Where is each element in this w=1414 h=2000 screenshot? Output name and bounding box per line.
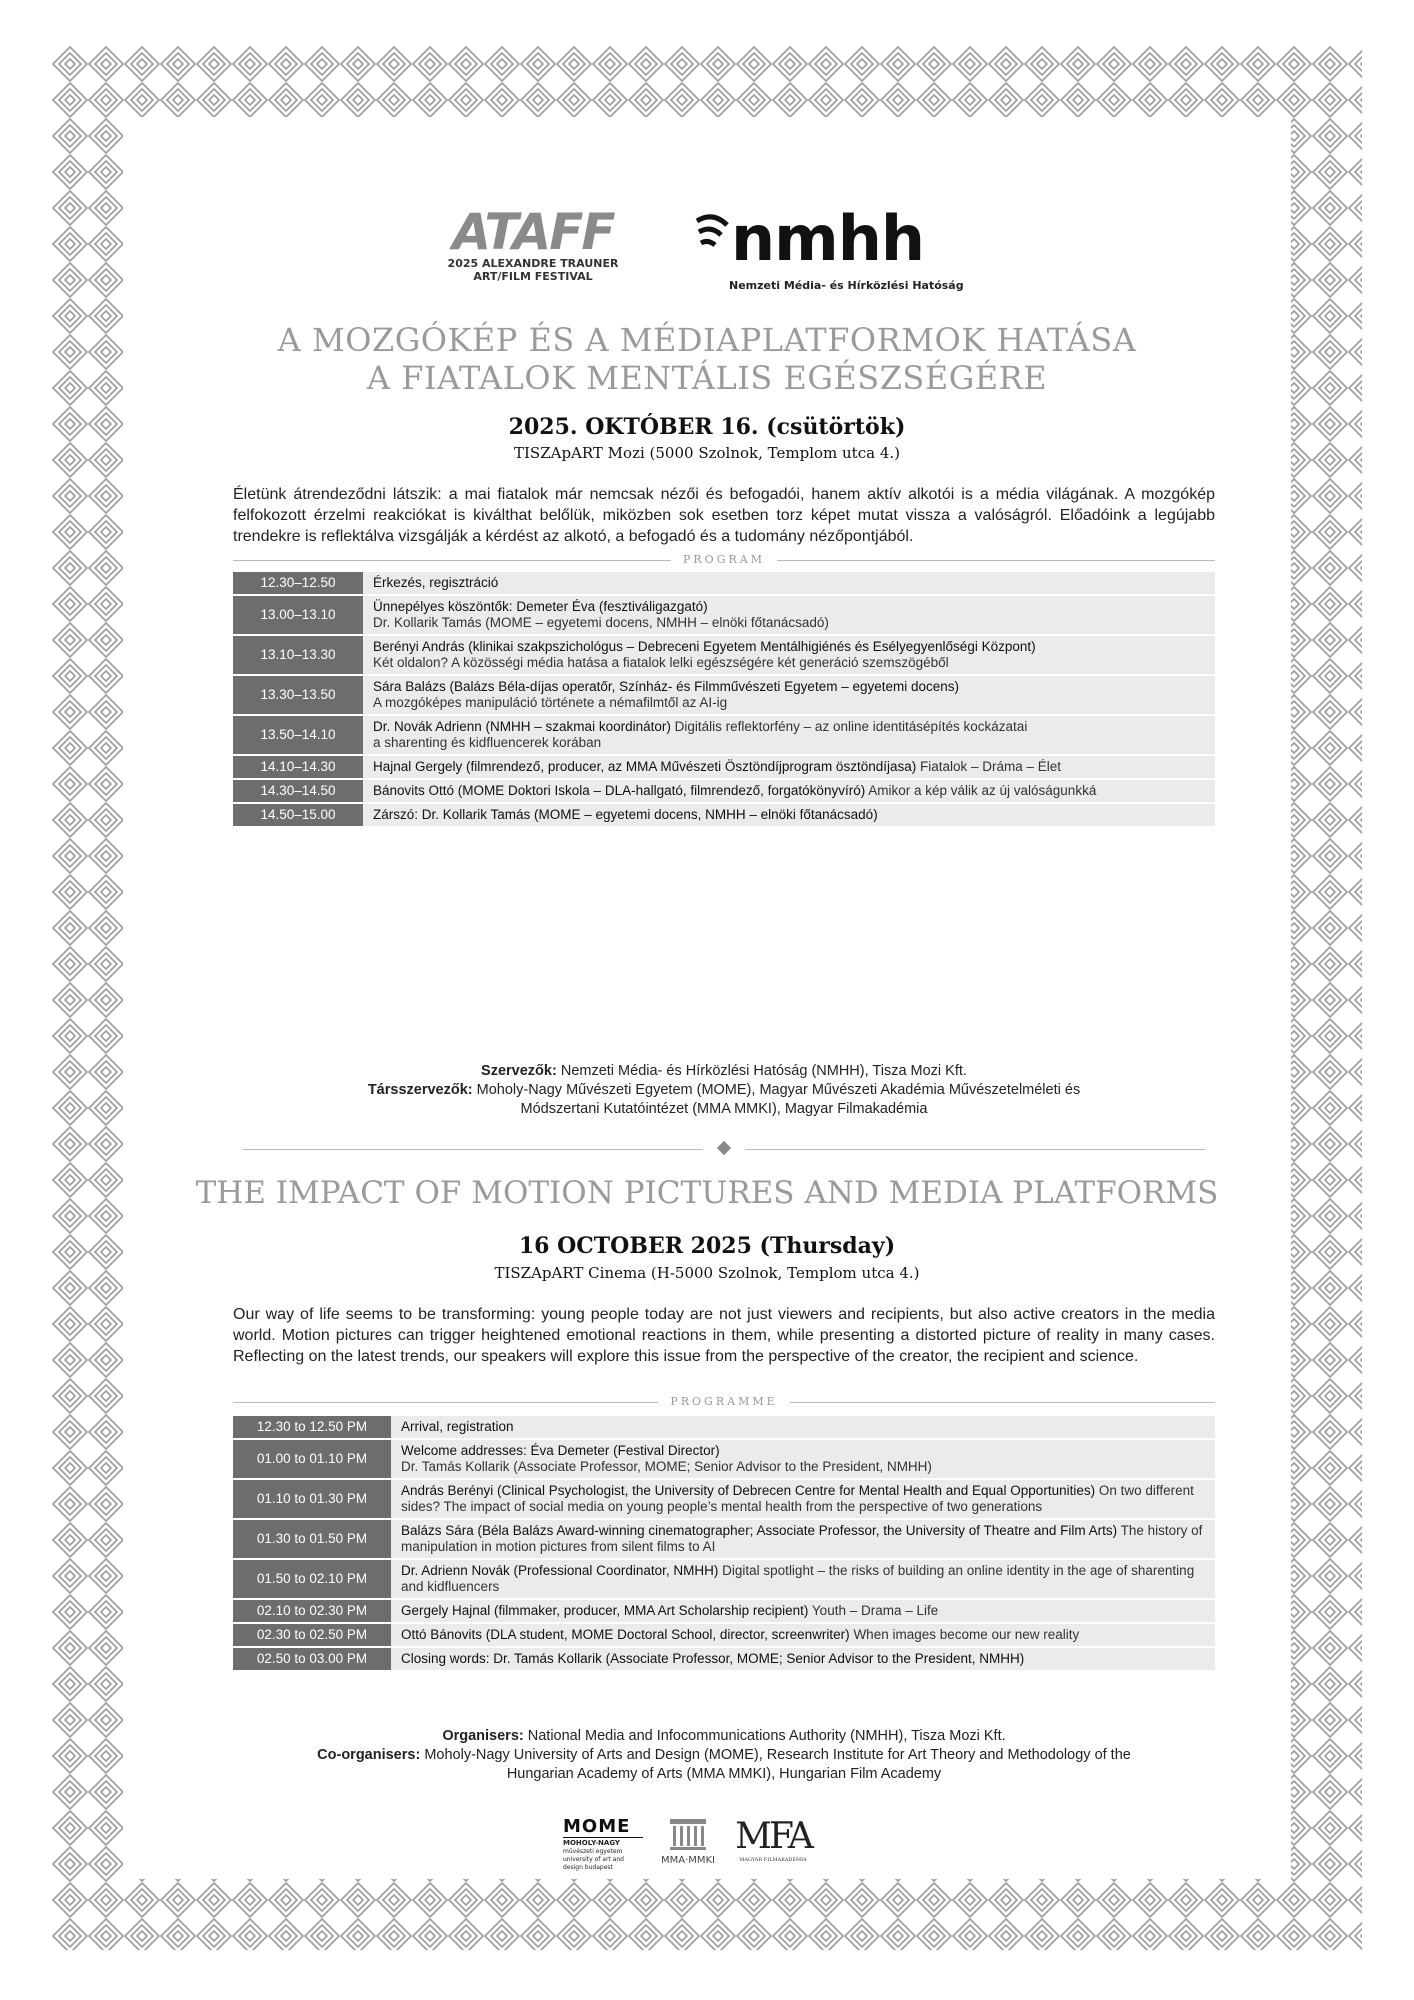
nmhh-logo-subtitle: Nemzeti Média- és Hírközlési Hatóság	[729, 279, 964, 292]
session-cell	[363, 635, 1215, 675]
session-detail: A mozgóképes manipuláció története a némafilmtől az AI-ig	[373, 695, 728, 710]
en-intro: Our way of life seems to be transforming: young people today are not just viewers and recipients, but also active creators in the media world. Motion pictures can trigger heightened emotional reactions in them, while presenting a distorted picture of reality in many cases. Reflecting on the latest trends, our speakers will explore this issue from the perspective of the creator, the recipient and science.	[233, 1306, 1215, 1365]
en-program-table	[233, 1416, 1215, 1672]
session-speaker: Hajnal Gergely (filmrendező, producer, az MMA Művészeti Ösztöndíjprogram ösztöndíjasa)	[373, 759, 917, 774]
session-cell	[363, 803, 1215, 827]
session-cell	[391, 1559, 1215, 1599]
time-cell: 14.50–15.00	[233, 803, 363, 827]
page-frame	[52, 46, 1362, 1950]
table-row	[233, 1623, 1215, 1647]
en-date: 16 OCTOBER 2025 (Thursday)	[518, 1233, 896, 1259]
en-org-text: National Media and Infocommunications Authority (NMHH), Tisza Mozi Kft.	[527, 1728, 1006, 1744]
nmhh-logo-word: nmhh	[731, 202, 925, 275]
table-row	[233, 779, 1215, 803]
mome-logo	[563, 1817, 643, 1872]
session-detail: Dr. Tamás Kollarik (Associate Professor, MOME; Senior Advisor to the President, NMHH)	[401, 1459, 932, 1474]
mmki-building-icon	[668, 1817, 708, 1851]
table-row	[233, 1479, 1215, 1519]
bottom-logos	[123, 1817, 1291, 1897]
mfa-logo	[733, 1817, 813, 1863]
session-speaker: Welcome addresses: Éva Demeter (Festival Director)	[401, 1443, 720, 1458]
session-detail: Két oldalon? A közösségi média hatása a fiatalok lelki egészségére két generáció szemszögéből	[373, 655, 949, 670]
session-speaker: András Berényi (Clinical Psychologist, the University of Debrecen Centre for Mental Health and Equal Opportunities)	[401, 1483, 1096, 1498]
hu-org-text: Nemzeti Média- és Hírközlési Hatóság (NMHH), Tisza Mozi Kft.	[560, 1063, 967, 1079]
nmhh-signal-icon	[693, 207, 733, 257]
hu-program-divider	[233, 552, 1215, 568]
time-cell: 13.00–13.10	[233, 595, 363, 635]
table-row	[233, 635, 1215, 675]
session-speaker: Ünnepélyes köszöntők: Demeter Éva (fesztiváligazgató)	[373, 599, 708, 614]
en-program-divider	[233, 1394, 1215, 1410]
session-cell	[391, 1416, 1215, 1439]
session-cell	[391, 1439, 1215, 1479]
time-cell: 01.50 to 02.10 PM	[233, 1559, 391, 1599]
hu-coorg-text2: Módszertani Kutatóintézet (MMA MMKI), Magyar Filmakadémia	[520, 1101, 928, 1117]
hu-date: 2025. OKTÓBER 16. (csütörtök)	[508, 414, 906, 440]
table-row	[233, 755, 1215, 779]
time-cell: 13.30–13.50	[233, 675, 363, 715]
time-cell: 13.10–13.30	[233, 635, 363, 675]
session-cell	[391, 1599, 1215, 1623]
session-speaker: Bánovits Ottó (MOME Doktori Iskola – DLA-hallgató, filmrendező, forgatókönyvíró)	[373, 783, 866, 798]
session-cell	[391, 1479, 1215, 1519]
time-cell: 14.30–14.50	[233, 779, 363, 803]
session-speaker: Berényi András (klinikai szakpszichológus – Debreceni Egyetem Mentálhigiénés és Esélyegyenlőségi Központ)	[373, 639, 1036, 654]
mfa-logo-word: MFA	[735, 1816, 811, 1857]
time-cell: 01.10 to 01.30 PM	[233, 1479, 391, 1519]
time-cell: 14.10–14.30	[233, 755, 363, 779]
en-coorg-label: Co-organisers:	[317, 1747, 421, 1763]
mome-logo-line4: design budapest	[563, 1864, 613, 1871]
en-program-label: PROGRAMME	[658, 1395, 789, 1408]
en-org-label: Organisers:	[442, 1728, 524, 1744]
session-topic: Fiatalok – Dráma – Élet	[920, 759, 1062, 774]
session-topic: Digitális reflektorfény – az online identitásépítés kockázatai	[674, 719, 1028, 734]
session-cell	[363, 572, 1215, 595]
session-topic: Amikor a kép válik az új valóságunkká	[868, 783, 1097, 798]
session-cell	[363, 675, 1215, 715]
session-cell	[363, 755, 1215, 779]
table-row	[233, 595, 1215, 635]
table-row	[233, 1416, 1215, 1439]
mmki-logo-text: MMA·MMKI	[660, 1855, 716, 1866]
session-speaker: Ottó Bánovits (DLA student, MOME Doctoral School, director, screenwriter)	[401, 1627, 850, 1642]
content-panel	[123, 117, 1291, 1879]
mome-logo-line3: university of art and	[563, 1856, 624, 1863]
mome-logo-word: MOME	[563, 1816, 631, 1837]
session-cell	[391, 1623, 1215, 1647]
en-venue: TISZApART Cinema (H-5000 Szolnok, Templom utca 4.)	[494, 1264, 920, 1282]
session-detail: a sharenting és kidfluencerek korában	[373, 735, 602, 750]
time-cell: 13.50–14.10	[233, 715, 363, 755]
session-cell	[363, 595, 1215, 635]
table-row	[233, 1647, 1215, 1671]
session-speaker: Closing words: Dr. Tamás Kollarik (Associate Professor, MOME; Senior Advisor to the President, NMHH)	[401, 1651, 1025, 1666]
session-speaker: Dr. Adrienn Novák (Professional Coordinator, NMHH)	[401, 1563, 719, 1578]
time-cell: 02.10 to 02.30 PM	[233, 1599, 391, 1623]
session-speaker: Dr. Novák Adrienn (NMHH – szakmai koordinátor)	[373, 719, 671, 734]
session-cell	[363, 715, 1215, 755]
hu-title	[123, 321, 1291, 397]
table-row	[233, 715, 1215, 755]
time-cell: 12.30–12.50	[233, 572, 363, 595]
session-speaker: Sára Balázs (Balázs Béla-díjas operatőr, Színház- és Filmművészeti Egyetem – egyetemi docens)	[373, 679, 960, 694]
table-row	[233, 1559, 1215, 1599]
ataff-logo-word: ATAFF	[452, 203, 614, 261]
session-topic: Digital spotlight – the risks of building an online identity in the age of sharenting and kidfluencers	[401, 1563, 1195, 1594]
mome-logo-line1: MOHOLY-NAGY	[563, 1837, 643, 1848]
session-topic: The history of manipulation in motion pictures from silent films to AI	[401, 1523, 1203, 1554]
ataff-logo-line2: ART/FILM FESTIVAL	[473, 270, 593, 283]
session-topic: Youth – Drama – Life	[811, 1603, 939, 1618]
mfa-logo-subtitle: MAGYAR FILMAKADÉMIA	[739, 1857, 807, 1863]
top-logos	[123, 202, 1291, 317]
ataff-logo-line1: 2025 ALEXANDRE TRAUNER	[447, 257, 619, 270]
section-separator	[233, 1141, 1215, 1157]
session-cell	[363, 779, 1215, 803]
time-cell: 12.30 to 12.50 PM	[233, 1416, 391, 1439]
session-speaker: Gergely Hajnal (filmmaker, producer, MMA Art Scholarship recipient)	[401, 1603, 809, 1618]
hu-coorg-label: Társszervezők:	[367, 1082, 473, 1098]
hu-title-line1: A MOZGÓKÉP ÉS A MÉDIAPLATFORMOK HATÁSA	[277, 321, 1137, 359]
session-detail: Dr. Kollarik Tamás (MOME – egyetemi docens, NMHH – elnöki főtanácsadó)	[373, 615, 829, 630]
hu-program-label: PROGRAM	[671, 553, 777, 566]
en-title: THE IMPACT OF MOTION PICTURES AND MEDIA PLATFORMS	[195, 1175, 1219, 1211]
en-organisers	[233, 1727, 1215, 1784]
session-speaker: Balázs Sára (Béla Balázs Award-winning cinematographer; Associate Professor, the University of Theatre and Film Arts)	[401, 1523, 1118, 1538]
hu-venue: TISZApART Mozi (5000 Szolnok, Templom utca 4.)	[513, 444, 900, 462]
session-topic: On two different sides? The impact of social media on young people’s mental health from the perspective of two generations	[401, 1483, 1194, 1514]
session-cell	[391, 1647, 1215, 1671]
time-cell: 02.50 to 03.00 PM	[233, 1647, 391, 1671]
session-speaker: Arrival, registration	[401, 1419, 514, 1434]
hu-org-label: Szervezők:	[481, 1063, 557, 1079]
hu-coorg-text: Moholy-Nagy Művészeti Egyetem (MOME), Magyar Művészeti Akadémia Művészetelméleti és	[476, 1082, 1081, 1098]
en-coorg-text2: Hungarian Academy of Arts (MMA MMKI), Hungarian Film Academy	[506, 1766, 942, 1782]
ataff-logo	[443, 203, 623, 283]
session-speaker: Érkezés, regisztráció	[373, 575, 499, 590]
table-row	[233, 1599, 1215, 1623]
hu-title-line2: A FIATALOK MENTÁLIS EGÉSZSÉGÉRE	[366, 359, 1048, 397]
en-coorg-text: Moholy-Nagy University of Arts and Design (MOME), Research Institute for Art Theory and Methodology of the	[424, 1747, 1131, 1763]
hu-program-table	[233, 572, 1215, 828]
mome-logo-line2: művészeti egyetem	[563, 1848, 623, 1855]
separator-diamond-icon	[717, 1141, 731, 1155]
time-cell: 02.30 to 02.50 PM	[233, 1623, 391, 1647]
session-speaker: Zárszó: Dr. Kollarik Tamás (MOME – egyetemi docens, NMHH – elnöki főtanácsadó)	[373, 807, 878, 822]
table-row	[233, 1439, 1215, 1479]
table-row	[233, 803, 1215, 827]
table-row	[233, 1519, 1215, 1559]
hu-intro: Életünk átrendeződni látszik: a mai fiatalok már nemcsak nézői és befogadói, hanem aktív alkotói is a média világának. A mozgókép felfokozott érzelmi reakciókat is kiválthat belőlük, miközben sok esetben torz képet mutat vissza a valóságról. Előadóink a legújabb trendekre is reflektálva vizsgálják a kérdést az alkotó, a befogadó és a tudomány nézőpontjából.	[233, 486, 1215, 545]
mmki-logo	[653, 1817, 723, 1866]
session-cell	[391, 1519, 1215, 1559]
session-topic: When images become our new reality	[853, 1627, 1080, 1642]
hu-organisers	[233, 1062, 1215, 1119]
time-cell: 01.00 to 01.10 PM	[233, 1439, 391, 1479]
table-row	[233, 675, 1215, 715]
table-row	[233, 572, 1215, 595]
time-cell: 01.30 to 01.50 PM	[233, 1519, 391, 1559]
